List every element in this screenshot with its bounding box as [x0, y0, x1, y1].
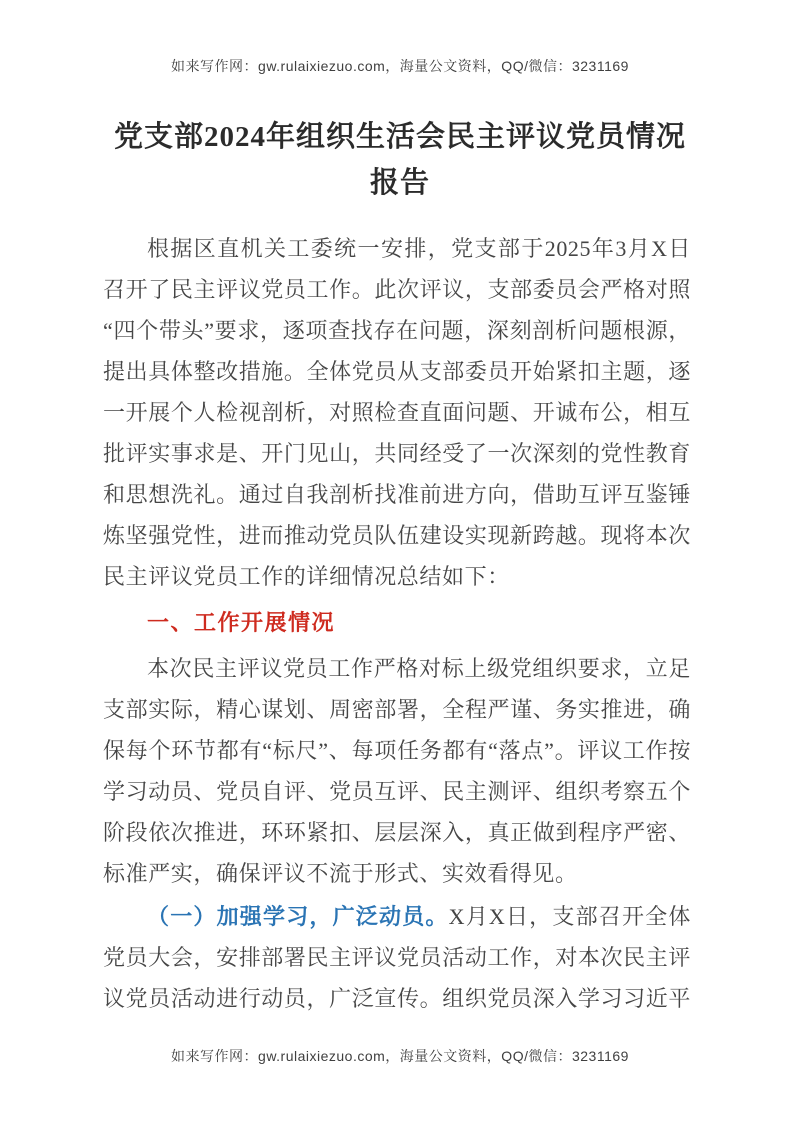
- intro-paragraph: 根据区直机关工委统一安排，党支部于2025年3月X日召开了民主评议党员工作。此次评议，支部委员会严格对照“四个带头”要求，逐项查找存在问题，深刻剖析问题根源，提出具体整改措施。全体党员从支部委员开始紧扣主题，逐一开展个人检视剖析，对照检查直面问题、开诚布公，相互批评实事求是、开门见山，共同经受了一次深刻的党性教育和思想洗礼。通过自我剖析找准前进方向，借助互评互鉴锤炼坚强党性，进而推动党员队伍建设实现新跨越。现将本次民主评议党员工作的详细情况总结如下：: [103, 236, 691, 589]
- subsection-1-heading: （一）加强学习，广泛动员。: [147, 904, 449, 929]
- document-title: 党支部2024年组织生活会民主评议党员情况报告: [114, 121, 687, 199]
- section-1-heading: 一、工作开展情况: [147, 610, 336, 635]
- header-watermark: 如来写作网：gw.rulaixiezuo.com，海量公文资料，QQ/微信：3231169: [171, 58, 629, 74]
- subsection-1-text: X月X日，支部召开全体党员大会，安排部署民主评议党员活动工作，对本次民主评议党员活动进行动员，广泛宣传。组织党员深入学习习近平: [103, 904, 691, 1011]
- section-1-paragraph: 本次民主评议党员工作严格对标上级党组织要求，立足支部实际，精心谋划、周密部署，全程严谨、务实推进，确保每个环节都有“标尺”、每项任务都有“落点”。评议工作按学习动员、党员自评、党员互评、民主测评、组织考察五个阶段依次推进，环环紧扣、层层深入，真正做到程序严密、标准严实，确保评议不流于形式、实效看得见。: [103, 656, 691, 886]
- footer-watermark: 如来写作网：gw.rulaixiezuo.com，海量公文资料，QQ/微信：3231169: [171, 1048, 629, 1064]
- subsection-1-paragraph: [103, 896, 691, 1019]
